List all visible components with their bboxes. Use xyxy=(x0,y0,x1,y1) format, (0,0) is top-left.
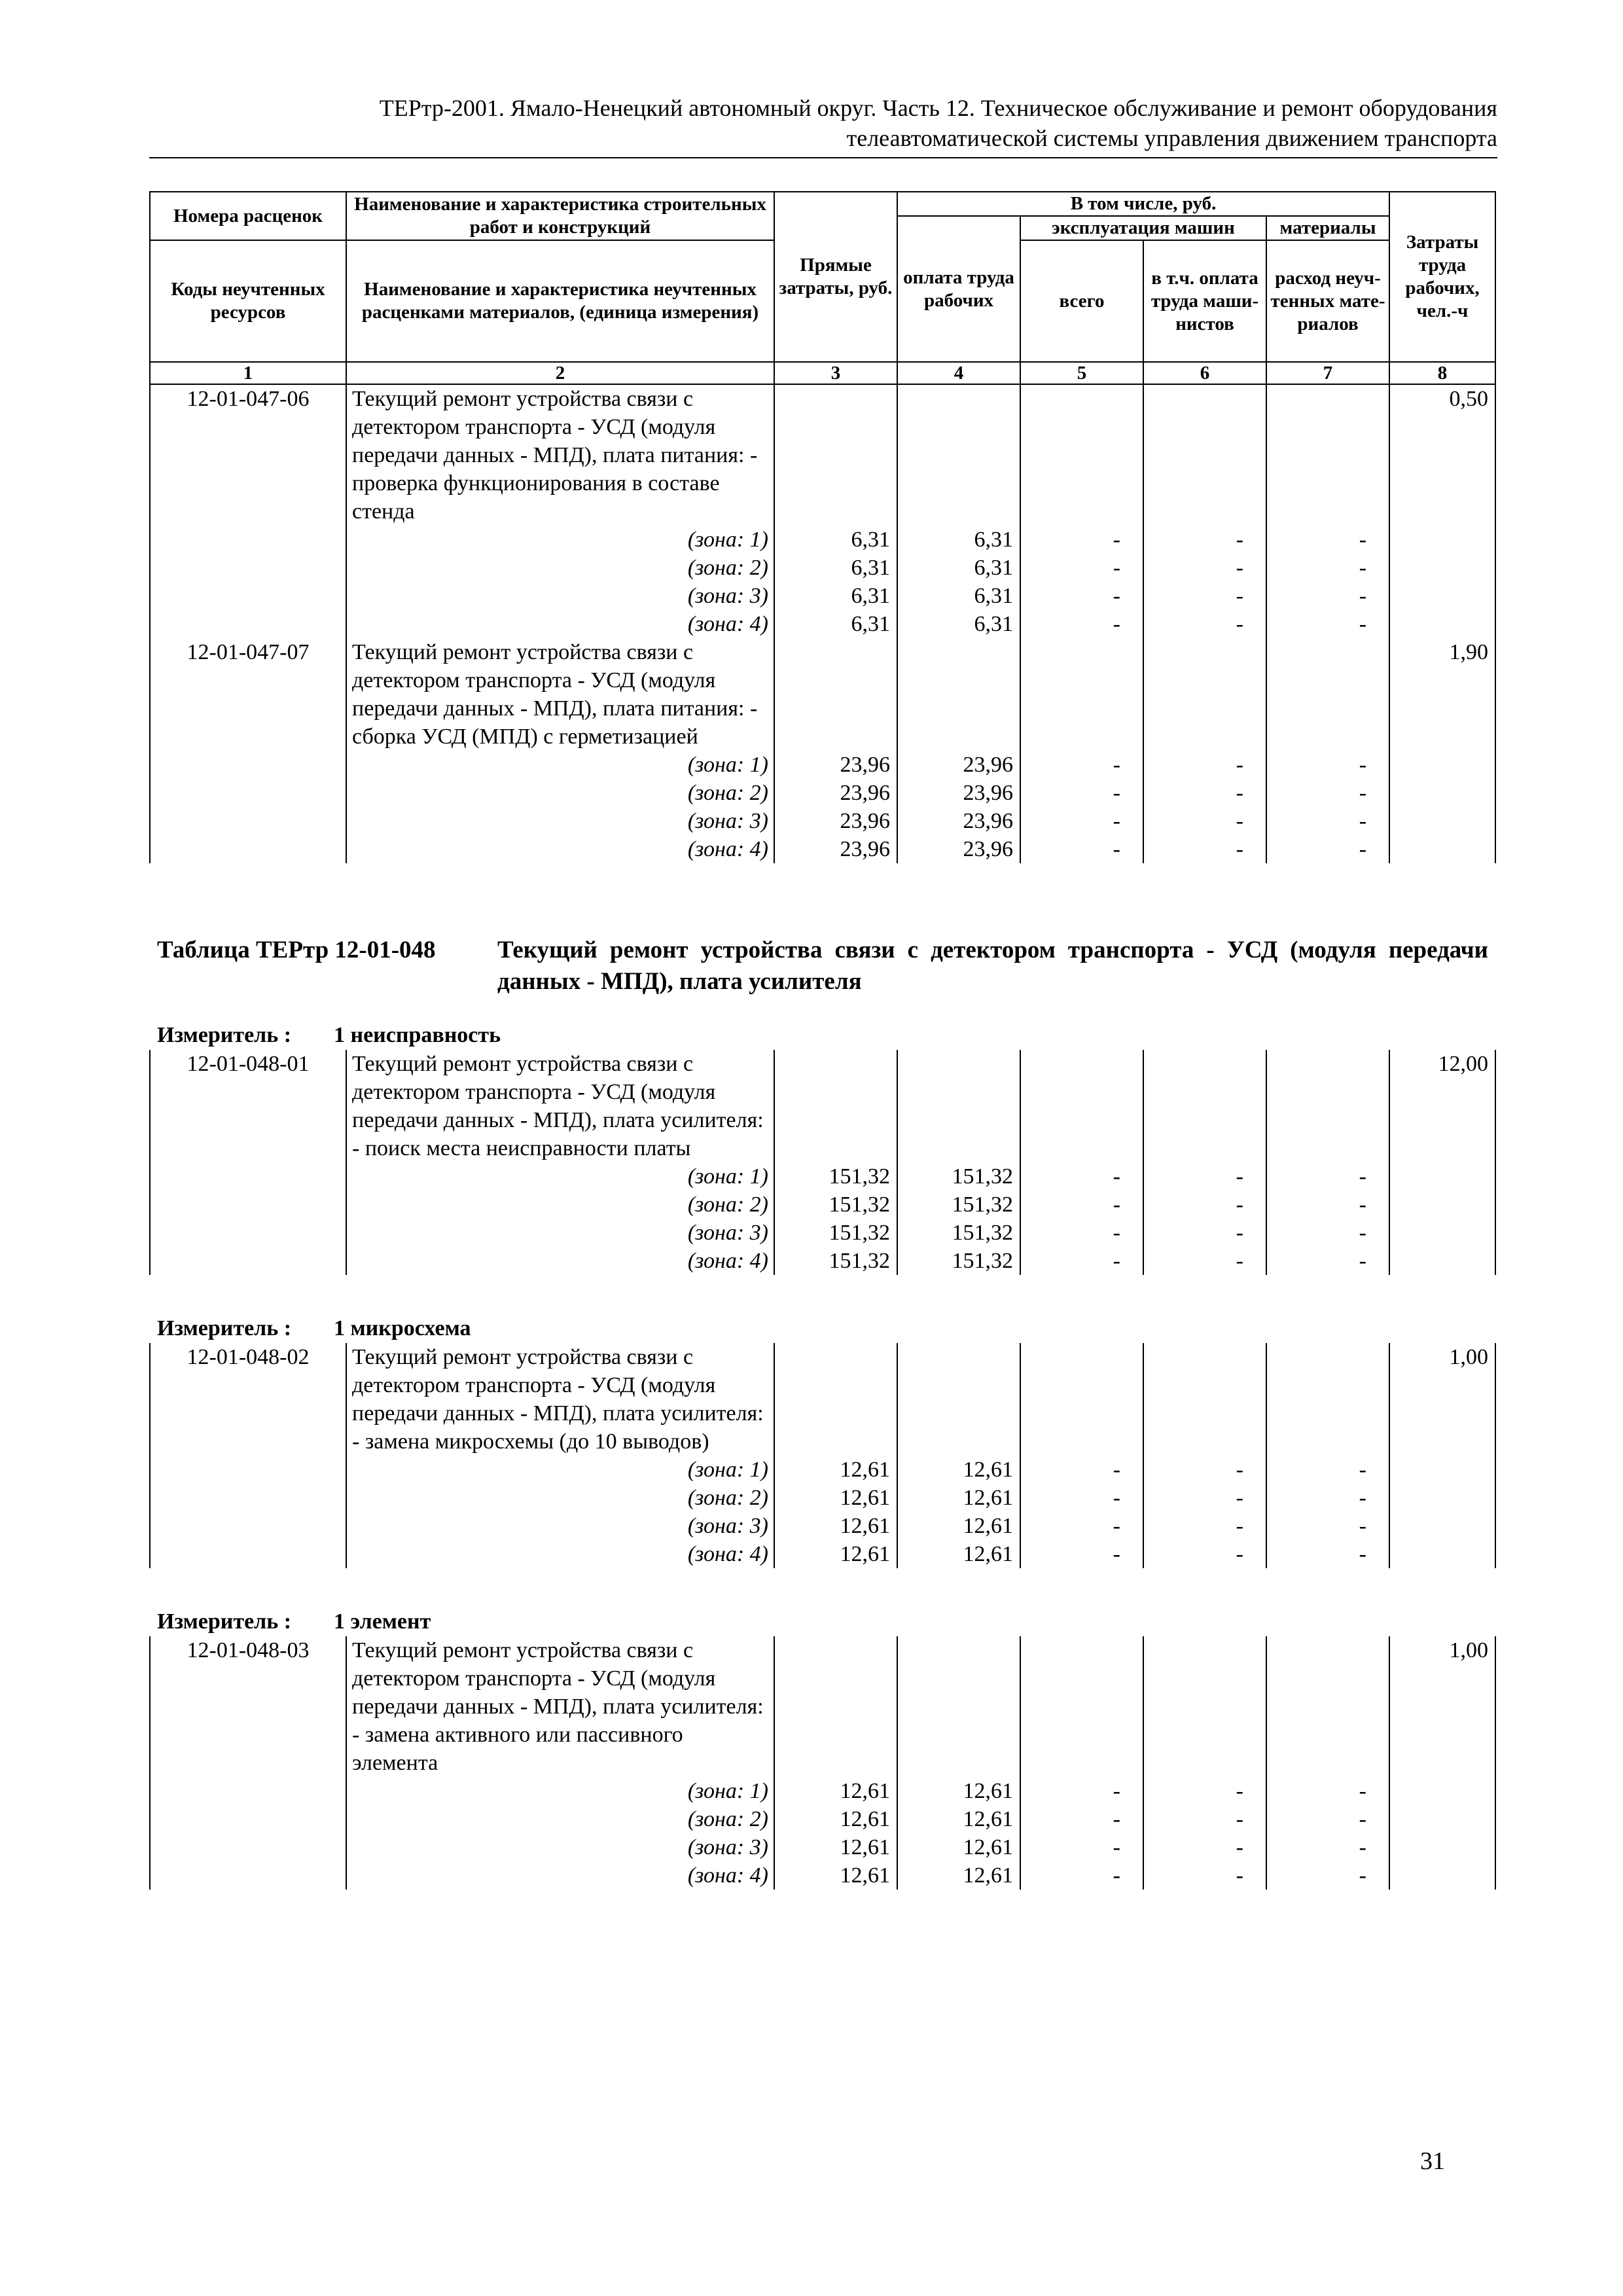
zone-row xyxy=(150,779,1495,807)
machines-cost: - xyxy=(1020,807,1143,835)
wages-cost: 151,32 xyxy=(897,1219,1020,1247)
empty-cell xyxy=(1389,1191,1495,1219)
zone-row xyxy=(150,1162,1495,1191)
wages-cost: 23,96 xyxy=(897,751,1020,779)
rate-title-row xyxy=(150,1636,1495,1777)
rate-title-row xyxy=(150,638,1495,751)
zone-label: (зона: 3) xyxy=(346,1833,774,1861)
empty-cell xyxy=(774,1636,897,1777)
empty-cell xyxy=(1389,835,1495,863)
rate-code: 12-01-048-03 xyxy=(150,1636,346,1777)
rate-block xyxy=(150,638,1495,863)
materials-cost: - xyxy=(1266,807,1389,835)
rate-name: Текущий ремонт устройства связи с детектором транспорта - УСД (модуля передачи данных - МПД), плата питания: - проверка функционирования в составе стенда xyxy=(346,384,774,526)
materials-cost: - xyxy=(1266,526,1389,554)
empty-cell xyxy=(150,1219,346,1247)
rate-code: 12-01-047-07 xyxy=(150,638,346,751)
empty-cell xyxy=(150,1861,346,1890)
col3-header: Прямые затраты, руб. xyxy=(774,192,897,362)
header-rule xyxy=(149,157,1497,158)
rates-table-1 xyxy=(149,191,1496,863)
table2-label: Таблица ТЕРтр 12-01-048 xyxy=(157,937,436,963)
empty-cell xyxy=(1020,638,1143,751)
empty-cell xyxy=(1389,1777,1495,1805)
direct-cost: 6,31 xyxy=(774,554,897,582)
direct-cost: 6,31 xyxy=(774,526,897,554)
empty-cell xyxy=(897,1636,1020,1777)
machinist-wages: - xyxy=(1143,1777,1266,1805)
materials-cost: - xyxy=(1266,779,1389,807)
col1-bottom-header: Коды неучтенных ресурсов xyxy=(150,240,346,362)
zone-label: (зона: 2) xyxy=(346,1484,774,1512)
measure-line xyxy=(157,1609,431,1635)
rate-block xyxy=(150,1050,1495,1275)
measure-line xyxy=(157,1022,501,1049)
machines-cost: - xyxy=(1020,1540,1143,1568)
zone-row xyxy=(150,582,1495,610)
zone-row xyxy=(150,554,1495,582)
materials-cost: - xyxy=(1266,1805,1389,1833)
empty-cell xyxy=(1266,1343,1389,1456)
machines-cost: - xyxy=(1020,526,1143,554)
rates-table-3 xyxy=(149,1343,1496,1568)
zone-row xyxy=(150,1833,1495,1861)
machines-cost: - xyxy=(1020,1219,1143,1247)
empty-cell xyxy=(150,751,346,779)
empty-cell xyxy=(1020,1343,1143,1456)
empty-cell xyxy=(897,384,1020,526)
materials-cost: - xyxy=(1266,554,1389,582)
machines-cost: - xyxy=(1020,610,1143,638)
materials-header: материалы xyxy=(1266,216,1389,240)
machinist-wages: - xyxy=(1143,1456,1266,1484)
col-num: 8 xyxy=(1389,362,1495,384)
direct-cost: 23,96 xyxy=(774,807,897,835)
machinist-wages: - xyxy=(1143,1540,1266,1568)
wages-cost: 6,31 xyxy=(897,610,1020,638)
wages-cost: 151,32 xyxy=(897,1162,1020,1191)
empty-cell xyxy=(1389,1484,1495,1512)
zone-label: (зона: 3) xyxy=(346,582,774,610)
empty-cell xyxy=(150,1777,346,1805)
empty-cell xyxy=(774,1050,897,1162)
zone-row xyxy=(150,1512,1495,1540)
wages-cost: 12,61 xyxy=(897,1540,1020,1568)
machinist-wages: - xyxy=(1143,1512,1266,1540)
zone-label: (зона: 1) xyxy=(346,526,774,554)
empty-cell xyxy=(1389,1456,1495,1484)
empty-cell xyxy=(1389,1861,1495,1890)
machines-cost: - xyxy=(1020,582,1143,610)
zone-label: (зона: 1) xyxy=(346,1777,774,1805)
empty-cell xyxy=(1143,1636,1266,1777)
table2-title xyxy=(157,935,1488,997)
machinist-wages: - xyxy=(1143,1191,1266,1219)
empty-cell xyxy=(1389,526,1495,554)
empty-cell xyxy=(1389,582,1495,610)
materials-cost: - xyxy=(1266,835,1389,863)
empty-cell xyxy=(897,1050,1020,1162)
empty-cell xyxy=(1389,1805,1495,1833)
machinist-wages: - xyxy=(1143,835,1266,863)
empty-cell xyxy=(897,1343,1020,1456)
empty-cell xyxy=(150,582,346,610)
zone-label: (зона: 3) xyxy=(346,1512,774,1540)
col-num: 5 xyxy=(1020,362,1143,384)
machines-cost: - xyxy=(1020,1456,1143,1484)
empty-cell xyxy=(150,554,346,582)
materials-cost: - xyxy=(1266,1833,1389,1861)
rate-name: Текущий ремонт устройства связи с детектором транспорта - УСД (модуля передачи данных - МПД), плата усилителя: - замена микросхемы (до 10 выводов) xyxy=(346,1343,774,1456)
col5-header: всего xyxy=(1020,240,1143,362)
empty-cell xyxy=(1143,638,1266,751)
empty-cell xyxy=(774,1343,897,1456)
direct-cost: 12,61 xyxy=(774,1777,897,1805)
wages-cost: 12,61 xyxy=(897,1512,1020,1540)
materials-cost: - xyxy=(1266,1247,1389,1275)
col-num: 6 xyxy=(1143,362,1266,384)
rate-code: 12-01-048-01 xyxy=(150,1050,346,1162)
group-header: В том числе, руб. xyxy=(897,192,1389,216)
machinist-wages: - xyxy=(1143,751,1266,779)
header-line-2: телеавтоматической системы управления движением транспорта xyxy=(846,125,1497,151)
wages-cost: 23,96 xyxy=(897,835,1020,863)
rate-code: 12-01-048-02 xyxy=(150,1343,346,1456)
direct-cost: 151,32 xyxy=(774,1219,897,1247)
zone-label: (зона: 1) xyxy=(346,751,774,779)
materials-cost: - xyxy=(1266,610,1389,638)
empty-cell xyxy=(150,1540,346,1568)
col1-top-header: Номера расценок xyxy=(150,192,346,240)
wages-cost: 151,32 xyxy=(897,1191,1020,1219)
machinist-wages: - xyxy=(1143,1162,1266,1191)
empty-cell xyxy=(1389,610,1495,638)
measure-label: Измеритель : xyxy=(157,1609,292,1634)
header-line-1: ТЕРтр-2001. Ямало-Ненецкий автономный округ. Часть 12. Техническое обслуживание и ремонт оборудования xyxy=(379,95,1497,121)
direct-cost: 12,61 xyxy=(774,1512,897,1540)
direct-cost: 12,61 xyxy=(774,1833,897,1861)
rates-table-4 xyxy=(149,1636,1496,1890)
empty-cell xyxy=(150,807,346,835)
zone-label: (зона: 4) xyxy=(346,1861,774,1890)
materials-cost: - xyxy=(1266,1162,1389,1191)
rate-title-row xyxy=(150,1050,1495,1162)
empty-cell xyxy=(150,1191,346,1219)
zone-label: (зона: 1) xyxy=(346,1456,774,1484)
zone-row xyxy=(150,1777,1495,1805)
labor-cost: 12,00 xyxy=(1389,1050,1495,1162)
measure-value: 1 неисправность xyxy=(334,1023,501,1047)
empty-cell xyxy=(150,610,346,638)
machines-cost: - xyxy=(1020,554,1143,582)
rates-table-2 xyxy=(149,1050,1496,1275)
direct-cost: 23,96 xyxy=(774,779,897,807)
empty-cell xyxy=(150,1162,346,1191)
measure-label: Измеритель : xyxy=(157,1023,292,1047)
empty-cell xyxy=(150,779,346,807)
zone-label: (зона: 4) xyxy=(346,835,774,863)
empty-cell xyxy=(150,1512,346,1540)
rate-name: Текущий ремонт устройства связи с детектором транспорта - УСД (модуля передачи данных - МПД), плата усилителя: - поиск места неисправности платы xyxy=(346,1050,774,1162)
wages-cost: 12,61 xyxy=(897,1777,1020,1805)
empty-cell xyxy=(1389,1247,1495,1275)
machines-cost: - xyxy=(1020,1777,1143,1805)
rate-name: Текущий ремонт устройства связи с детектором транспорта - УСД (модуля передачи данных - МПД), плата усилителя: - замена активного или пассивного элемента xyxy=(346,1636,774,1777)
empty-cell xyxy=(1389,1162,1495,1191)
wages-cost: 12,61 xyxy=(897,1805,1020,1833)
direct-cost: 12,61 xyxy=(774,1805,897,1833)
materials-cost: - xyxy=(1266,1456,1389,1484)
labor-cost: 1,00 xyxy=(1389,1636,1495,1777)
empty-cell xyxy=(150,1456,346,1484)
zone-row xyxy=(150,1456,1495,1484)
empty-cell xyxy=(1020,1636,1143,1777)
rate-code: 12-01-047-06 xyxy=(150,384,346,526)
rate-title-row xyxy=(150,384,1495,526)
col8-header: Затраты труда рабочих, чел.-ч xyxy=(1389,192,1495,362)
zone-label: (зона: 4) xyxy=(346,610,774,638)
col6-header: в т.ч. оплата труда маши-нистов xyxy=(1143,240,1266,362)
empty-cell xyxy=(1389,1833,1495,1861)
zone-label: (зона: 3) xyxy=(346,1219,774,1247)
empty-cell xyxy=(1143,384,1266,526)
materials-cost: - xyxy=(1266,1191,1389,1219)
machinist-wages: - xyxy=(1143,1833,1266,1861)
measure-label: Измеритель : xyxy=(157,1316,292,1340)
col7-header: расход неуч-тенных мате-риалов xyxy=(1266,240,1389,362)
empty-cell xyxy=(1020,1050,1143,1162)
machines-cost: - xyxy=(1020,1861,1143,1890)
empty-cell xyxy=(150,1833,346,1861)
zone-row xyxy=(150,526,1495,554)
materials-cost: - xyxy=(1266,1484,1389,1512)
zone-row xyxy=(150,835,1495,863)
zone-row xyxy=(150,751,1495,779)
machines-cost: - xyxy=(1020,835,1143,863)
zone-row xyxy=(150,1219,1495,1247)
direct-cost: 6,31 xyxy=(774,610,897,638)
zone-label: (зона: 4) xyxy=(346,1247,774,1275)
direct-cost: 12,61 xyxy=(774,1484,897,1512)
machines-cost: - xyxy=(1020,1162,1143,1191)
zone-label: (зона: 2) xyxy=(346,1191,774,1219)
empty-cell xyxy=(774,384,897,526)
empty-cell xyxy=(1266,1636,1389,1777)
machines-header: эксплуатация машин xyxy=(1020,216,1266,240)
empty-cell xyxy=(1143,1343,1266,1456)
wages-cost: 12,61 xyxy=(897,1861,1020,1890)
materials-cost: - xyxy=(1266,582,1389,610)
direct-cost: 12,61 xyxy=(774,1456,897,1484)
direct-cost: 151,32 xyxy=(774,1247,897,1275)
machinist-wages: - xyxy=(1143,1219,1266,1247)
col-num: 4 xyxy=(897,362,1020,384)
col2-top-header: Наименование и характеристика строительных работ и конструкций xyxy=(346,192,774,240)
empty-cell xyxy=(150,835,346,863)
machines-cost: - xyxy=(1020,1191,1143,1219)
zone-row xyxy=(150,1484,1495,1512)
measure-line xyxy=(157,1316,471,1342)
table-header xyxy=(150,192,1495,384)
direct-cost: 6,31 xyxy=(774,582,897,610)
machines-cost: - xyxy=(1020,1833,1143,1861)
direct-cost: 23,96 xyxy=(774,835,897,863)
empty-cell xyxy=(150,1247,346,1275)
empty-cell xyxy=(150,1484,346,1512)
empty-cell xyxy=(150,526,346,554)
zone-row xyxy=(150,807,1495,835)
empty-cell xyxy=(1389,1219,1495,1247)
machinist-wages: - xyxy=(1143,1247,1266,1275)
direct-cost: 23,96 xyxy=(774,751,897,779)
col-num: 1 xyxy=(150,362,346,384)
direct-cost: 151,32 xyxy=(774,1162,897,1191)
direct-cost: 12,61 xyxy=(774,1861,897,1890)
rate-title-row xyxy=(150,1343,1495,1456)
empty-cell xyxy=(1389,1512,1495,1540)
empty-cell xyxy=(1143,1050,1266,1162)
machines-cost: - xyxy=(1020,1512,1143,1540)
rate-block xyxy=(150,1636,1495,1890)
empty-cell xyxy=(1389,1540,1495,1568)
machines-cost: - xyxy=(1020,751,1143,779)
running-header xyxy=(149,93,1497,153)
empty-cell xyxy=(1389,807,1495,835)
zone-label: (зона: 3) xyxy=(346,807,774,835)
materials-cost: - xyxy=(1266,1219,1389,1247)
zone-label: (зона: 2) xyxy=(346,779,774,807)
zone-row xyxy=(150,1191,1495,1219)
labor-cost: 1,00 xyxy=(1389,1343,1495,1456)
col2-bottom-header: Наименование и характеристика неучтенных расценками материалов, (единица измерения) xyxy=(346,240,774,362)
page-number: 31 xyxy=(1420,2147,1445,2175)
wages-cost: 23,96 xyxy=(897,779,1020,807)
materials-cost: - xyxy=(1266,1861,1389,1890)
wages-cost: 6,31 xyxy=(897,526,1020,554)
wages-cost: 23,96 xyxy=(897,807,1020,835)
machinist-wages: - xyxy=(1143,554,1266,582)
col-num: 2 xyxy=(346,362,774,384)
wages-cost: 12,61 xyxy=(897,1484,1020,1512)
wages-cost: 12,61 xyxy=(897,1833,1020,1861)
col-num: 7 xyxy=(1266,362,1389,384)
empty-cell xyxy=(897,638,1020,751)
measure-value: 1 элемент xyxy=(334,1609,431,1634)
wages-cost: 6,31 xyxy=(897,554,1020,582)
machinist-wages: - xyxy=(1143,1805,1266,1833)
machinist-wages: - xyxy=(1143,1484,1266,1512)
zone-label: (зона: 2) xyxy=(346,1805,774,1833)
empty-cell xyxy=(1389,554,1495,582)
materials-cost: - xyxy=(1266,1777,1389,1805)
machines-cost: - xyxy=(1020,1805,1143,1833)
materials-cost: - xyxy=(1266,1540,1389,1568)
measure-value: 1 микросхема xyxy=(334,1316,471,1340)
column-numbers-row xyxy=(150,362,1495,384)
zone-label: (зона: 1) xyxy=(346,1162,774,1191)
machinist-wages: - xyxy=(1143,807,1266,835)
empty-cell xyxy=(1020,384,1143,526)
labor-cost: 1,90 xyxy=(1389,638,1495,751)
zone-row xyxy=(150,1861,1495,1890)
zone-row xyxy=(150,1805,1495,1833)
machines-cost: - xyxy=(1020,1484,1143,1512)
materials-cost: - xyxy=(1266,1512,1389,1540)
direct-cost: 12,61 xyxy=(774,1540,897,1568)
machinist-wages: - xyxy=(1143,779,1266,807)
rate-block xyxy=(150,384,1495,638)
empty-cell xyxy=(1389,751,1495,779)
zone-row xyxy=(150,610,1495,638)
zone-row xyxy=(150,1247,1495,1275)
wages-cost: 12,61 xyxy=(897,1456,1020,1484)
empty-cell xyxy=(1266,1050,1389,1162)
machines-cost: - xyxy=(1020,1247,1143,1275)
labor-cost: 0,50 xyxy=(1389,384,1495,526)
rate-name: Текущий ремонт устройства связи с детектором транспорта - УСД (модуля передачи данных - МПД), плата питания: - сборка УСД (МПД) с герметизацией xyxy=(346,638,774,751)
zone-label: (зона: 4) xyxy=(346,1540,774,1568)
wages-cost: 151,32 xyxy=(897,1247,1020,1275)
machines-cost: - xyxy=(1020,779,1143,807)
col-num: 3 xyxy=(774,362,897,384)
col4-header: оплата труда рабочих xyxy=(897,216,1020,362)
machinist-wages: - xyxy=(1143,582,1266,610)
rate-block xyxy=(150,1343,1495,1568)
empty-cell xyxy=(150,1805,346,1833)
empty-cell xyxy=(1266,638,1389,751)
machinist-wages: - xyxy=(1143,610,1266,638)
empty-cell xyxy=(1389,779,1495,807)
table2-title-text: Текущий ремонт устройства связи с детектором транспорта - УСД (модуля передачи данных - МПД), плата усилителя xyxy=(497,937,1488,995)
zone-row xyxy=(150,1540,1495,1568)
machinist-wages: - xyxy=(1143,1861,1266,1890)
empty-cell xyxy=(774,638,897,751)
wages-cost: 6,31 xyxy=(897,582,1020,610)
machinist-wages: - xyxy=(1143,526,1266,554)
empty-cell xyxy=(1266,384,1389,526)
direct-cost: 151,32 xyxy=(774,1191,897,1219)
materials-cost: - xyxy=(1266,751,1389,779)
zone-label: (зона: 2) xyxy=(346,554,774,582)
